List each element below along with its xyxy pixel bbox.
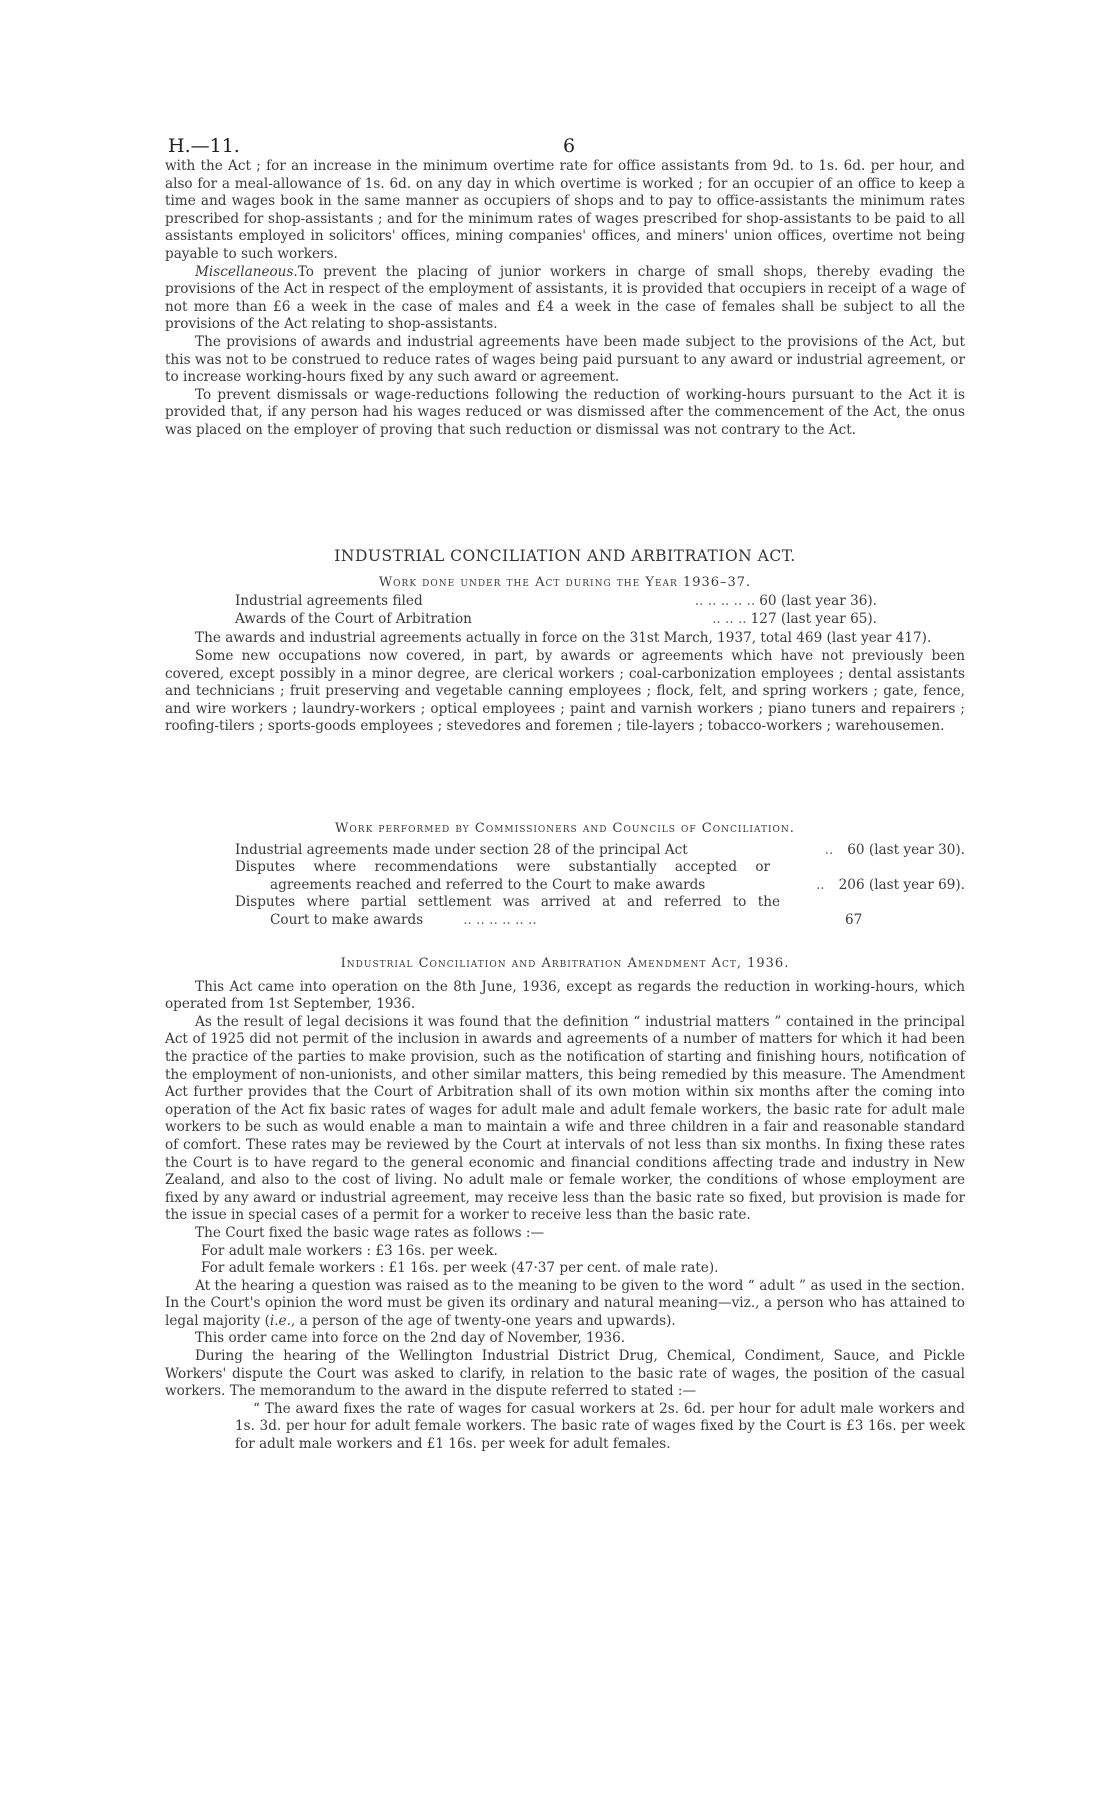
dot-leader: .. .. ..: [712, 610, 747, 627]
commission-row: [235, 842, 965, 860]
paragraph-adult-definition: [165, 1278, 965, 1331]
intro-section: [165, 158, 965, 440]
paragraph-miscellaneous: [165, 264, 965, 334]
commission-value: 206 (last year 69).: [838, 876, 965, 893]
section-title: INDUSTRIAL CONCILIATION AND ARBITRATION ACT.: [334, 547, 796, 565]
page-number: 6: [563, 135, 576, 157]
paragraph: As the result of legal decisions it was found that the definition “ industrial matters ” contained in the principal Act of 1925 did not permit of the inclusion in awards and agreements of a number of matters for which it had been the practice of the parties to make provision, such as the notification of starting and finishing hours, notification of the employment of non-unionists, and other similar matters, this being remedied by this measure. The Amendment Act further provides that the Court of Arbitration shall of its own motion within six months after the coming into operation of the Act fix basic rates of wages for adult male and adult female workers, the basic rate for adult male workers to be such as would enable a man to maintain a wife and three children in a fair and reasonable standard of comfort. These rates may be reviewed by the Court at intervals of not less than six months. In fixing these rates the Court is to have regard to the general economic and financial conditions affecting trade and industry in New Zealand, and also to the cost of living. No adult male or female worker, the conditions of whose employment are fixed by any award or industrial agreement, may receive less than the basic rate so fixed, but provision is made for the issue in special cases of a permit for a worker to receive less than the basic rate.: [165, 1013, 965, 1224]
rate-male: For adult male workers : £3 16s. per week.: [201, 1242, 498, 1259]
stats-value: 60 (last year 36).: [759, 593, 877, 610]
commission-label: Disputes where partial settlement was arrived at and referred to the: [235, 894, 780, 911]
paragraph-text: At the hearing a question was raised as to the meaning to be given to the word “ adult ” as used in the section. In the Court's opinion the word must be given its ordinary and natural meaning—viz., a person who has attained to legal majority (: [165, 1277, 965, 1329]
paragraph: with the Act ; for an increase in the minimum overtime rate for office assistants from 9d. to 1s. 6d. per hour, and also for a meal-allowance of 1s. 6d. on any day in which overtime is worked ; for an occupier of an office to keep a time and wages book in the same manner as occupiers of shops and to pay to office-assistants the minimum rates prescribed for shop-assistants ; and for the minimum rates of wages prescribed for shop-assistants to be paid to all assistants employed in solicitors' offices, mining companies' offices, and miners' union offices, overtime not being payable to such workers.: [165, 158, 965, 262]
paragraph: During the hearing of the Wellington Industrial District Drug, Chemical, Condiment, Sauce, and Pickle Workers' dispute the Court was asked to clarify, in relation to the basic rate of wages, the position of the casual workers. The memorandum to the award in the dispute referred to stated :—: [165, 1348, 965, 1400]
commission-label: Industrial agreements made under section 28 of the principal Act: [235, 841, 688, 858]
ie-abbrev: i.e.: [269, 1312, 291, 1329]
commission-value: 60 (last year 30).: [847, 841, 965, 858]
dot-leader: ..: [824, 841, 834, 858]
dot-leader: .. .. .. .. .. ..: [463, 911, 537, 928]
dot-leader: .. .. .. .. ..: [694, 593, 756, 610]
section-subtitle: Work done under the Act during the Year 1936–37.: [378, 574, 752, 590]
stats-table: [165, 593, 965, 628]
paragraph: The provisions of awards and industrial agreements have been made subject to the provisions of the Act, but this was not to be construed to reduce rates of wages being paid pursuant to any award or industrial agreement, or to increase working-hours fixed by any such award or agreement.: [165, 333, 965, 386]
paragraph-text: , a person of the age of twenty-one years and upwards).: [290, 1312, 676, 1329]
commission-row: [235, 912, 965, 930]
stats-label: Awards of the Court of Arbitration: [235, 610, 472, 627]
stats-value: 127 (last year 65).: [750, 610, 877, 627]
misc-label: Miscellaneous.: [195, 263, 298, 280]
commission-table: [165, 842, 965, 930]
paragraph: This Act came into operation on the 8th June, 1936, except as regards the reduction in working-hours, which operated from 1st September, 1936.: [165, 978, 965, 1013]
commission-label: agreements reached and referred to the Court to make awards: [270, 876, 706, 893]
section-industrial-act: [165, 548, 965, 736]
misc-text: To prevent the placing of junior workers in charge of small shops, thereby evading the provisions of the Act in respect of the employment of assistants, it is provided that occupiers in receipt of a wage of not more than £6 a week in the case of males and £4 a week in the case of females shall be subject to all the provisions of the Act relating to shop-assistants.: [165, 263, 965, 333]
paragraph: This order came into force on the 2nd day of November, 1936.: [195, 1330, 626, 1347]
stats-row: [235, 611, 877, 629]
dot-leader: ..: [815, 876, 825, 893]
commission-label: Court to make awards: [270, 911, 424, 928]
paragraph: Some new occupations now covered, in part, by awards or agreements which have not previously been covered, except possibly in a minor degree, are clerical workers ; coal-carbonization employees ; dental assistants and technicians ; fruit preserving and vegetable canning employees ; flock, felt, and spring workers ; gate, fence, and wire workers ; laundry-workers ; optical employees ; paint and varnish workers ; piano tuners and repairers ; roofing-tilers ; sports-goods employees ; stevedores and foremen ; tile-layers ; tobacco-workers ; warehousemen.: [165, 647, 965, 735]
rate-female: For adult female workers : £1 16s. per week (47·37 per cent. of male rate).: [201, 1260, 719, 1277]
commission-value: 67: [845, 911, 863, 928]
quoted-memorandum: “ The award fixes the rate of wages for casual workers at 2s. 6d. per hour for adult male workers and 1s. 3d. per hour for adult female workers. The basic rate of wages fixed by the Court is £3 16s. per week for adult male workers and £1 16s. per week for adult females.: [235, 1400, 965, 1453]
section-subtitle: Work performed by Commissioners and Councils of Conciliation.: [335, 821, 795, 836]
commission-label: Disputes where recommendations were substantially accepted or: [235, 859, 770, 876]
section-amendment-act: [165, 955, 965, 1454]
document-reference: H.—11.: [168, 135, 240, 157]
stats-label: Industrial agreements filed: [235, 593, 423, 610]
section-subtitle: Industrial Conciliation and Arbitration Amendment Act, 1936.: [340, 956, 790, 971]
commission-row: [235, 877, 965, 895]
paragraph: The awards and industrial agreements actually in force on the 31st March, 1937, total 469 (last year 417).: [195, 630, 932, 647]
paragraph: To prevent dismissals or wage-reductions following the reduction of working-hours pursuant to the Act it is provided that, if any person had his wages reduced or was dismissed after the commencement of the Act, the onus was placed on the employer of proving that such reduction or dismissal was not contrary to the Act.: [165, 386, 965, 438]
section-commissioners: [165, 820, 965, 930]
stats-row: [235, 593, 877, 611]
paragraph: The Court fixed the basic wage rates as follows :—: [195, 1224, 545, 1241]
